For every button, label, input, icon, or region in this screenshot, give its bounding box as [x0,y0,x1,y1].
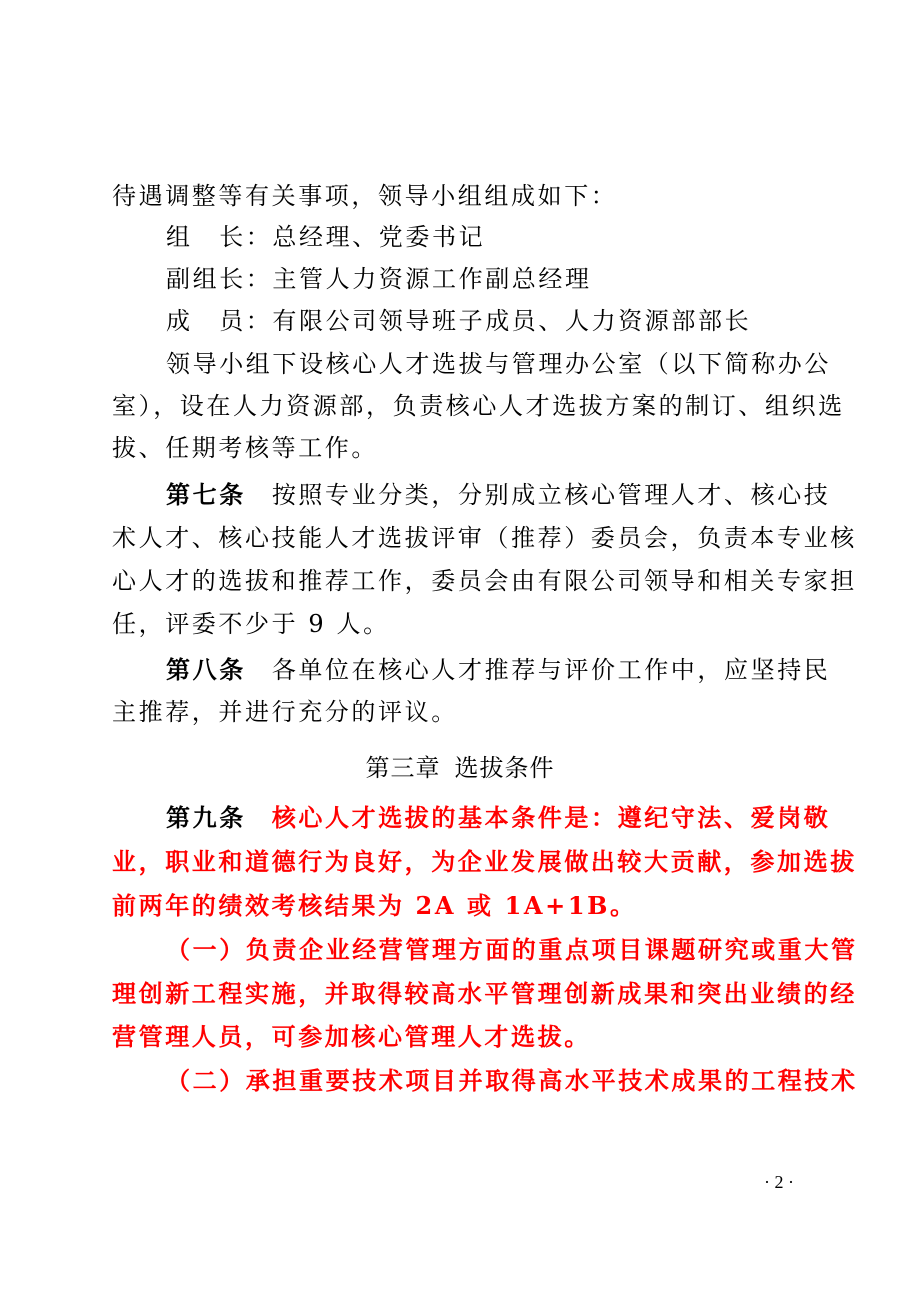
highlighted-line: （二）承担重要技术项目并取得高水平技术成果的工程技术 [166,1066,858,1095]
page-number: · 2 · [764,1172,794,1192]
highlighted-line: 前两年的绩效考核结果为 2A 或 1A+1B。 [112,891,637,920]
paragraph-line: 任，评委不少于 9 人。 [112,610,390,638]
leader-row [166,217,866,257]
paragraph-line: 领导小组下设核心人才选拔与管理办公室（以下简称办公 [166,350,831,378]
chapter-number: 第三章 [365,754,441,782]
member-row [166,301,866,341]
role-value: 有限公司领导班子成员、人力资源部部长 [272,307,752,335]
article-7-title: 第七条 [166,480,246,509]
article-8-title: 第八条 [166,655,246,684]
article-7-line [166,475,831,515]
role-label: 副组长： [166,265,273,293]
deputy-leader-row [166,259,866,299]
article-7-text: 按照专业分类，分别成立核心管理人才、核心技 [271,481,831,509]
chapter-title: 选拔条件 [454,754,555,782]
highlighted-line: 业，职业和道德行为良好，为企业发展做出较大贡献，参加选拔 [112,847,857,876]
role-label: 成 员： [166,307,273,335]
highlighted-line: 营管理人员，可参加核心管理人才选拔。 [112,1022,591,1051]
paragraph-line: 主推荐，并进行充分的评议。 [112,698,458,726]
article-9-line [166,798,831,838]
paragraph-line: 室），设在人力资源部，负责核心人才选拔方案的制订、组织选 [112,392,845,420]
chapter-heading [0,748,920,788]
highlighted-line: （一）负责企业经营管理方面的重点项目课题研究或重大管 [166,935,858,964]
article-8-line [166,650,831,690]
paragraph-line: 心人才的选拔和推荐工作，委员会由有限公司领导和相关专家担 [112,567,857,595]
paragraph-line: 待遇调整等有关事项，领导小组组成如下： [112,182,618,210]
paragraph-line: 拔、任期考核等工作。 [112,434,378,462]
highlighted-line: 理创新工程实施，并取得较高水平管理创新成果和突出业绩的经 [112,979,857,1008]
article-9-text: 核心人才选拔的基本条件是：遵纪守法、爱岗敬 [271,803,831,832]
role-label: 组 长： [166,223,273,251]
article-9-title: 第九条 [166,803,246,832]
role-value: 主管人力资源工作副总经理 [272,265,592,293]
article-8-text: 各单位在核心人才推荐与评价工作中，应坚持民 [271,656,831,684]
paragraph-line: 术人才、核心技能人才选拔评审（推荐）委员会，负责本专业核 [112,524,857,552]
role-value: 总经理、党委书记 [272,223,486,251]
